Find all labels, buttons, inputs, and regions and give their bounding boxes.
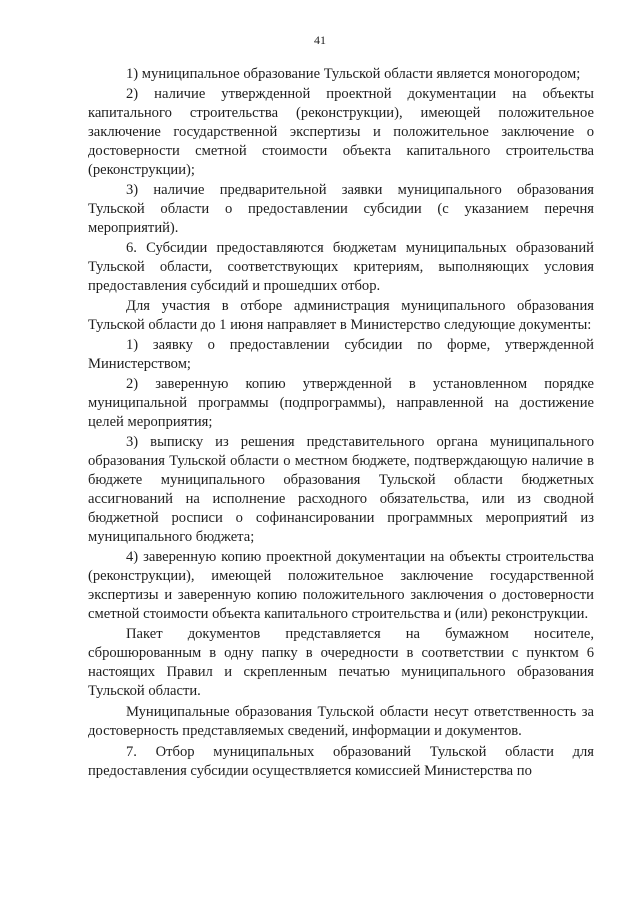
paragraph-clause-6: 6. Субсидии предоставляются бюджетам муниципальных образований Тульской области, соответствующих критериям, выполняющих условия предоставления субсидий и прошедших отбор.: [88, 240, 594, 294]
paragraph-documents-intro: Для участия в отборе администрация муниципального образования Тульской области до 1 июня направляет в Министерство следующие документы:: [88, 298, 594, 333]
document-body: [88, 65, 594, 781]
paragraph-criterion-1: 1) муниципальное образование Тульской области является моногородом;: [126, 66, 581, 82]
paragraph-document-1: 1) заявку о предоставлении субсидии по форме, утвержденной Министерством;: [88, 337, 594, 372]
paragraph-responsibility: Муниципальные образования Тульской области несут ответственность за достоверность представляемых сведений, информации и документов.: [88, 704, 594, 739]
page-number: 41: [314, 33, 326, 47]
paragraph-clause-7: 7. Отбор муниципальных образований Тульской области для предоставления субсидии осуществляется комиссией Министерства по: [88, 744, 594, 779]
paragraph-document-4: 4) заверенную копию проектной документации на объекты строительства (реконструкции), имеющей положительное заключение государственной экспертизы и заверенную копию положительного заключения о достоверности сметной стоимости объекта капитального строительства и (или) реконструкции.: [88, 549, 594, 622]
paragraph-document-2: 2) заверенную копию утвержденной в установленном порядке муниципальной программы (подпрограммы), направленной на достижение целей мероприятия;: [88, 376, 594, 430]
paragraph-criterion-2: 2) наличие утвержденной проектной документации на объекты капитального строительства (реконструкции), имеющей положительное заключение государственной экспертизы и положительное заключение о достоверности сметной стоимости объекта капитального строительства (реконструкции);: [88, 86, 594, 178]
paragraph-criterion-3: 3) наличие предварительной заявки муниципального образования Тульской области о предоставлении субсидии (с указанием перечня мероприятий).: [88, 182, 594, 236]
paragraph-document-3: 3) выписку из решения представительного органа муниципального образования Тульской области о местном бюджете, подтверждающую наличие в бюджете муниципального образования Тульской области бюджетных ассигнований на исполнение расходного обязательства, или из сводной бюджетной росписи о софинансировании программных мероприятий из муниципального бюджета;: [88, 434, 594, 545]
paragraph-package: Пакет документов представляется на бумажном носителе, сброшюрованным в одну папку в очередности в соответствии с пунктом 6 настоящих Правил и скрепленным печатью муниципального образования Тульской области.: [88, 626, 594, 699]
